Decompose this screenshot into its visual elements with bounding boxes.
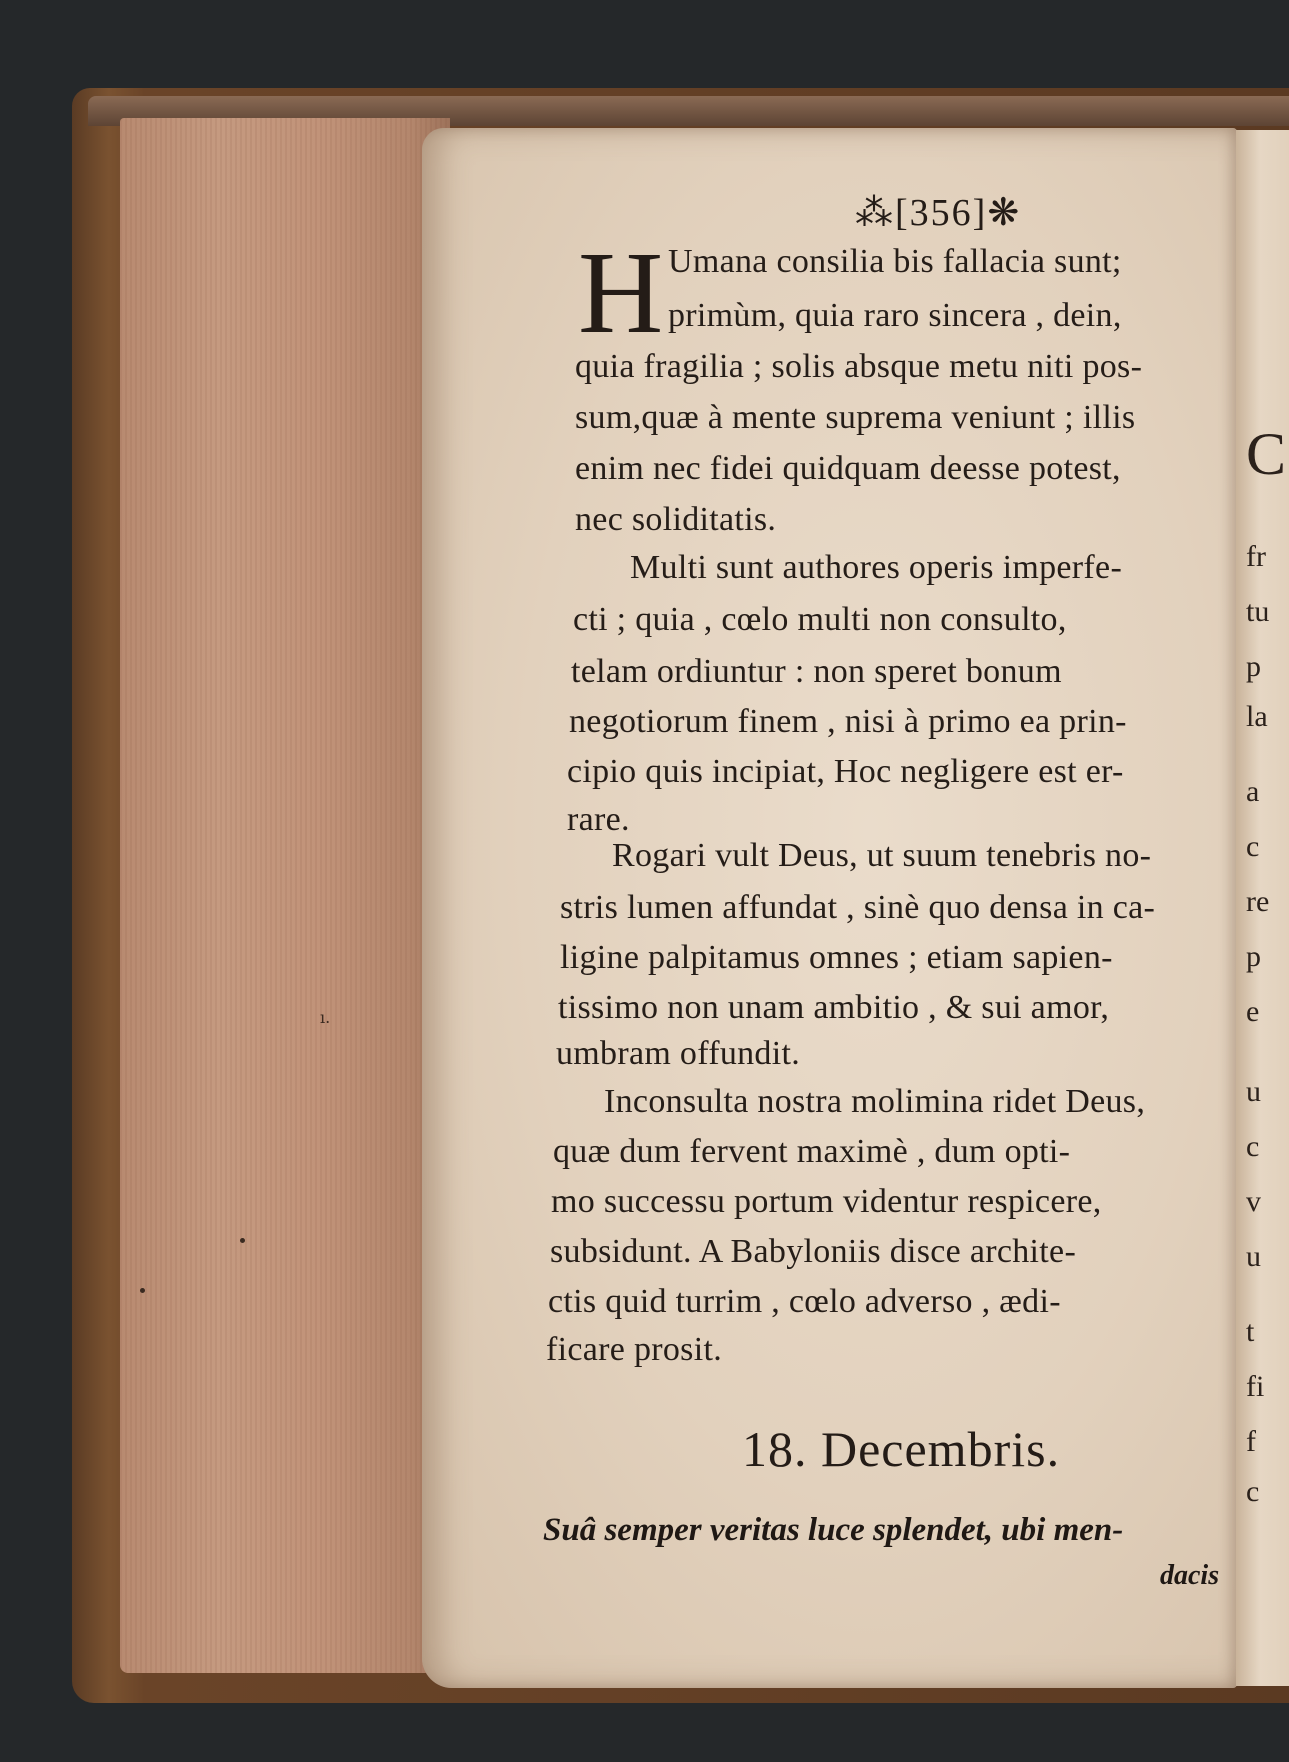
- next-page-fragment: fr: [1246, 540, 1266, 573]
- text-line: sum,quæ à mente suprema veniunt ; illis: [575, 399, 1136, 436]
- next-page-fragment: fi: [1246, 1370, 1265, 1403]
- text-line: enim nec fidei quidquam deesse potest,: [575, 450, 1121, 487]
- text-line: ligine palpitamus omnes ; etiam sapien-: [560, 939, 1113, 976]
- drop-cap: H: [578, 227, 664, 358]
- text-line: primùm, quia raro sincera , dein,: [668, 297, 1122, 334]
- next-page-fragment: e: [1246, 995, 1260, 1028]
- next-page-fragment: tu: [1246, 595, 1270, 628]
- edge-dot: [240, 1238, 245, 1243]
- next-page-fragment: f: [1246, 1425, 1256, 1458]
- next-page-fragment: c: [1246, 1130, 1260, 1163]
- text-line: nec soliditatis.: [575, 501, 777, 538]
- ornament-left-icon: ⁂: [855, 192, 895, 234]
- book-fore-edge: [120, 118, 450, 1673]
- text-line: Umana consilia bis fallacia sunt;: [668, 243, 1122, 280]
- next-page-fragment: p: [1246, 650, 1261, 683]
- text-line: mo successu portum videntur respicere,: [551, 1183, 1102, 1220]
- text-line: tissimo non unam ambitio , & sui amor,: [558, 989, 1110, 1026]
- text-line: quia fragilia ; solis absque metu niti pos-: [575, 348, 1143, 385]
- next-page-fragment: la: [1246, 700, 1268, 733]
- page-number: [855, 190, 1021, 235]
- text-line: telam ordiuntur : non speret bonum: [571, 653, 1062, 690]
- next-page-fragment: u: [1246, 1240, 1261, 1273]
- next-page-fragment: c: [1246, 830, 1260, 863]
- next-page-fragment: t: [1246, 1315, 1255, 1348]
- next-page-edge: [1236, 130, 1289, 1686]
- edge-mark: ı.: [320, 1008, 331, 1027]
- text-line: umbram offundit.: [556, 1035, 801, 1072]
- text-line: Rogari vult Deus, ut suum tenebris no-: [612, 837, 1152, 874]
- edge-dot: [140, 1288, 145, 1293]
- next-page-fragment: a: [1246, 775, 1260, 808]
- text-line: cipio quis incipiat, Hoc negligere est er-: [567, 753, 1124, 790]
- motto-line: Suâ semper veritas luce splendet, ubi men-: [543, 1512, 1124, 1548]
- text-line: ficare prosit.: [546, 1331, 723, 1368]
- text-line: subsidunt. A Babyloniis disce archite-: [550, 1233, 1077, 1270]
- text-line: cti ; quia , cœlo multi non consulto,: [573, 601, 1067, 638]
- text-line: Multi sunt authores operis imperfe-: [630, 549, 1123, 586]
- motto-line: dacis: [1160, 1560, 1220, 1591]
- text-line: stris lumen affundat , sinè quo densa in ca-: [560, 889, 1156, 926]
- next-page-fragment: p: [1246, 940, 1261, 973]
- next-page-fragment: u: [1246, 1075, 1261, 1108]
- text-line: rare.: [567, 801, 630, 838]
- next-page-fragment: c: [1246, 1475, 1260, 1508]
- date-heading: 18. Decembris.: [742, 1421, 1061, 1477]
- text-line: quæ dum fervent maximè , dum opti-: [553, 1133, 1071, 1170]
- next-page-fragment: v: [1246, 1185, 1261, 1218]
- page-number-text: [356]: [895, 192, 988, 234]
- text-line: ctis quid turrim , cœlo adverso , ædi-: [548, 1283, 1061, 1320]
- text-line: Inconsulta nostra molimina ridet Deus,: [604, 1083, 1146, 1120]
- ornament-right-icon: ❋: [987, 192, 1022, 234]
- text-line: negotiorum finem , nisi à primo ea prin-: [569, 703, 1127, 740]
- next-page-fragment: re: [1246, 885, 1270, 918]
- next-page-fragment: C: [1246, 421, 1287, 487]
